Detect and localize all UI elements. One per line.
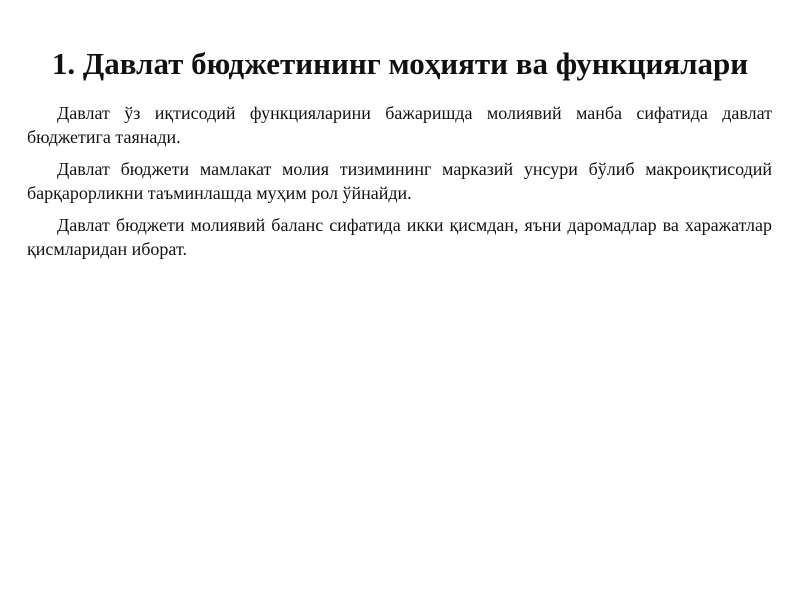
slide-title: 1. Давлат бюджетининг моҳияти ва функциялари [51,46,749,81]
paragraph-budget-structure: Давлат бюджети молиявий баланс сифатида икки қисмдан, яъни даромадлар ва харажатлар қисмларидан иборат. [27,215,772,259]
slide-body [27,101,772,269]
paragraph-budget-reliance: Давлат ўз иқтисодий функцияларини бажаришда молиявий манба сифатида давлат бюджетига таянади. [27,103,772,147]
paragraph-budget-role: Давлат бюджети мамлакат молия тизимининг марказий унсури бўлиб макроиқтисодий барқарорликни таъминлашда муҳим рол ўйнайди. [27,159,772,203]
